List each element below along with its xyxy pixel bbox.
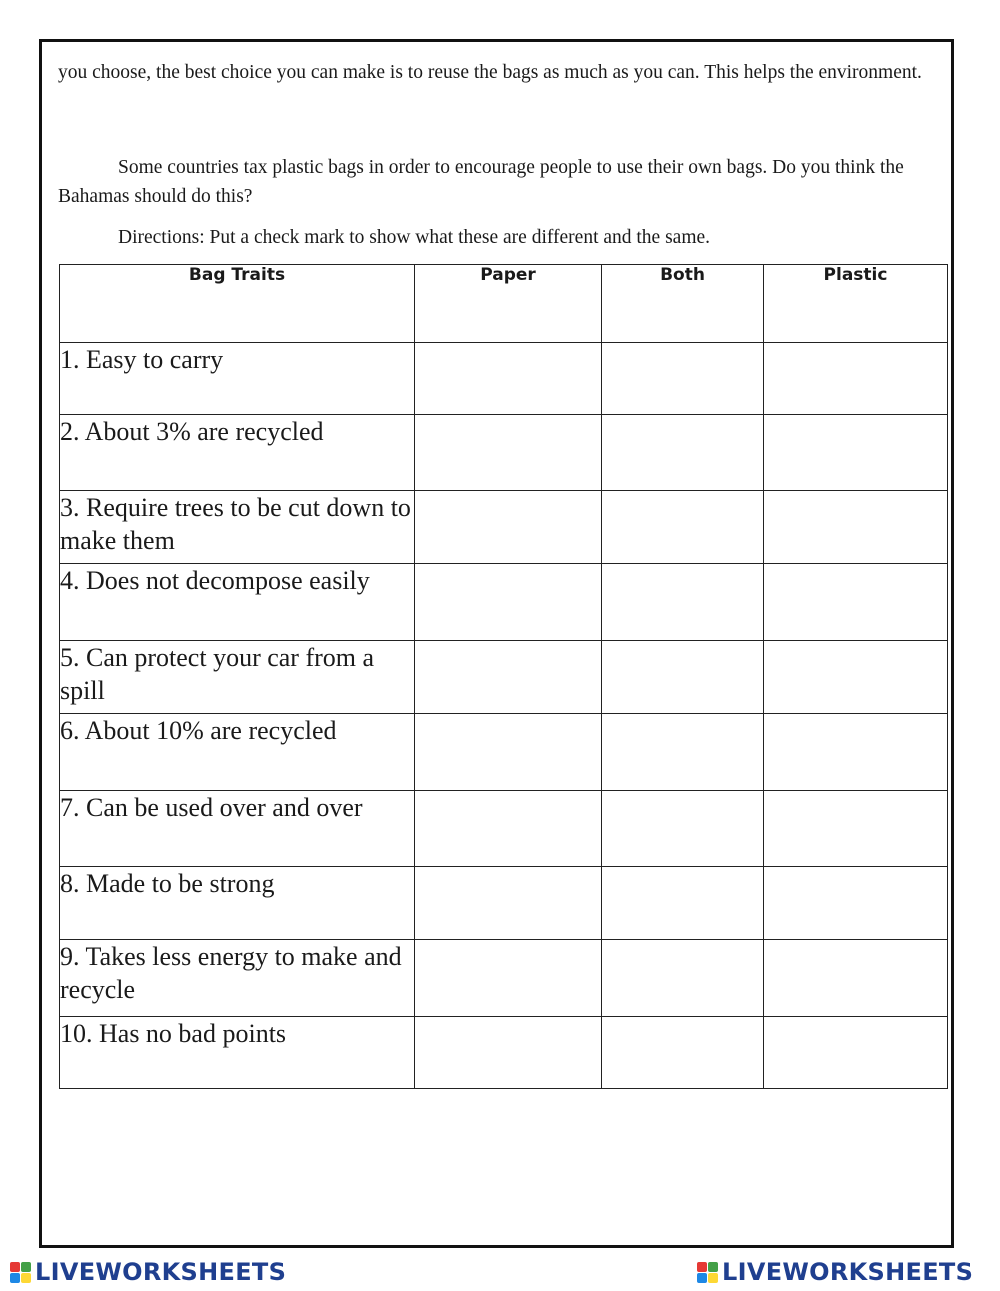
trait-label: 10. Has no bad points	[60, 1017, 415, 1089]
plastic-check-cell[interactable]	[764, 1017, 948, 1089]
brand-text: LIVEWORKSHEETS	[722, 1258, 974, 1286]
paper-check-cell[interactable]	[415, 791, 602, 867]
both-check-cell[interactable]	[602, 415, 764, 491]
table-row	[60, 491, 948, 564]
liveworksheets-brand-left	[10, 1258, 286, 1286]
directions-text: Directions: Put a check mark to show what these are different and the same.	[118, 227, 711, 248]
both-check-cell[interactable]	[602, 343, 764, 415]
plastic-check-cell[interactable]	[764, 867, 948, 940]
both-check-cell[interactable]	[602, 867, 764, 940]
paper-check-cell[interactable]	[415, 940, 602, 1017]
header-both: Both	[602, 265, 764, 343]
trait-label: 7. Can be used over and over	[60, 791, 415, 867]
paper-check-cell[interactable]	[415, 641, 602, 714]
header-bag-traits: Bag Traits	[60, 265, 415, 343]
trait-label: 6. About 10% are recycled	[60, 714, 415, 791]
plastic-check-cell[interactable]	[764, 343, 948, 415]
both-check-cell[interactable]	[602, 564, 764, 641]
table-row	[60, 641, 948, 714]
table-row	[60, 791, 948, 867]
plastic-check-cell[interactable]	[764, 491, 948, 564]
both-check-cell[interactable]	[602, 1017, 764, 1089]
intro-paragraph-2: Some countries tax plastic bags in order to encourage people to use their own bags. Do you think the Bahamas should do this?	[58, 157, 904, 207]
both-check-cell[interactable]	[602, 791, 764, 867]
plastic-check-cell[interactable]	[764, 641, 948, 714]
table-row	[60, 940, 948, 1017]
paper-check-cell[interactable]	[415, 343, 602, 415]
table-row	[60, 1017, 948, 1089]
liveworksheets-logo-icon	[697, 1262, 718, 1283]
header-plastic: Plastic	[764, 265, 948, 343]
table-row	[60, 867, 948, 940]
plastic-check-cell[interactable]	[764, 791, 948, 867]
plastic-check-cell[interactable]	[764, 940, 948, 1017]
plastic-check-cell[interactable]	[764, 415, 948, 491]
trait-label: 2. About 3% are recycled	[60, 415, 415, 491]
plastic-check-cell[interactable]	[764, 714, 948, 791]
paper-check-cell[interactable]	[415, 867, 602, 940]
trait-label: 3. Require trees to be cut down to make them	[60, 491, 415, 564]
trait-label: 5. Can protect your car from a spill	[60, 641, 415, 714]
table-row	[60, 564, 948, 641]
liveworksheets-logo-icon	[10, 1262, 31, 1283]
table-header-row	[60, 265, 948, 343]
plastic-check-cell[interactable]	[764, 564, 948, 641]
paper-check-cell[interactable]	[415, 415, 602, 491]
table-row	[60, 415, 948, 491]
both-check-cell[interactable]	[602, 940, 764, 1017]
paper-check-cell[interactable]	[415, 1017, 602, 1089]
header-paper: Paper	[415, 265, 602, 343]
paper-check-cell[interactable]	[415, 564, 602, 641]
intro-paragraph-1: you choose, the best choice you can make is to reuse the bags as much as you can. This helps the environment.	[58, 62, 922, 83]
liveworksheets-brand-right	[697, 1258, 973, 1286]
brand-text: LIVEWORKSHEETS	[35, 1258, 287, 1286]
paper-check-cell[interactable]	[415, 491, 602, 564]
bag-traits-table	[59, 264, 948, 1089]
trait-label: 9. Takes less energy to make and recycle	[60, 940, 415, 1017]
paper-check-cell[interactable]	[415, 714, 602, 791]
trait-label: 8. Made to be strong	[60, 867, 415, 940]
trait-label: 4. Does not decompose easily	[60, 564, 415, 641]
table-row	[60, 714, 948, 791]
both-check-cell[interactable]	[602, 714, 764, 791]
both-check-cell[interactable]	[602, 491, 764, 564]
both-check-cell[interactable]	[602, 641, 764, 714]
trait-label: 1. Easy to carry	[60, 343, 415, 415]
table-row	[60, 343, 948, 415]
